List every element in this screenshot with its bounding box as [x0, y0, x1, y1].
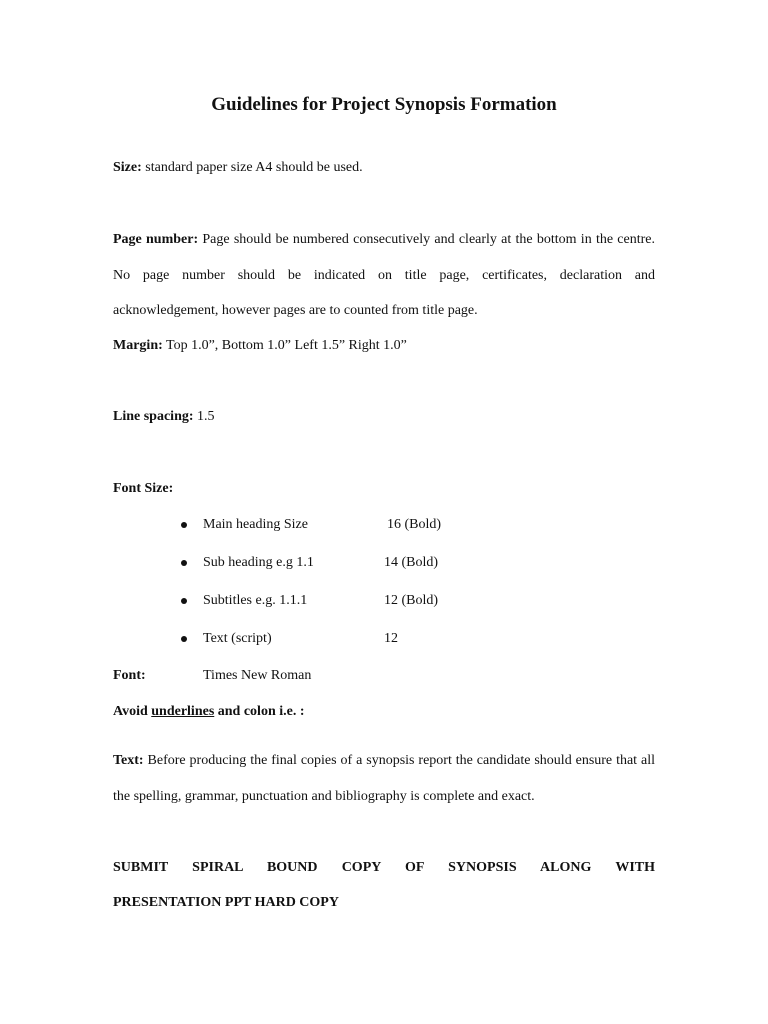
- page-number-text: Page should be numbered consecutively and clearly at the bottom in the centre. No page number should be indicated on title page, certificates, declaration and acknowledgement, however pages are to counted from title page.: [113, 232, 655, 318]
- font-size-item-label: Subtitles e.g. 1.1.1: [203, 593, 308, 608]
- page-number-section: [113, 222, 655, 329]
- avoid-suffix: and colon i.e. :: [214, 704, 305, 719]
- font-value: Times New Roman: [203, 668, 312, 683]
- font-label: Font:: [113, 668, 146, 683]
- page-number-label: Page number:: [113, 232, 199, 247]
- text-section: [113, 743, 655, 814]
- line-spacing-label: Line spacing:: [113, 409, 194, 424]
- page-title: Guidelines for Project Synopsis Formation: [211, 94, 557, 115]
- margin-label: Margin:: [113, 338, 163, 353]
- font-size-item-label: Text (script): [203, 631, 272, 646]
- avoid-section: [113, 702, 305, 722]
- line-spacing-text: 1.5: [193, 409, 215, 424]
- font-section: [113, 666, 146, 686]
- line-spacing-section: [113, 407, 215, 427]
- font-size-item-value: 12 (Bold): [384, 593, 439, 608]
- font-size-item-value: 16 (Bold): [387, 517, 442, 532]
- bullet-icon: [181, 636, 187, 642]
- bullet-icon: [181, 598, 187, 604]
- size-text: standard paper size A4 should be used.: [141, 160, 363, 175]
- size-label: Size:: [113, 160, 142, 175]
- text-body: Before producing the final copies of a synopsis report the candidate should ensure that all the spelling, grammar, punctuation and bibliography is complete and exact.: [113, 753, 655, 804]
- text-label: Text:: [113, 753, 144, 768]
- margin-section: [113, 336, 407, 356]
- submit-notice-line2: PRESENTATION PPT HARD COPY: [113, 895, 339, 910]
- font-size-item-value: 12: [384, 631, 398, 646]
- font-size-item-value: 14 (Bold): [384, 555, 439, 570]
- bullet-icon: [181, 560, 187, 566]
- avoid-prefix: Avoid: [113, 704, 152, 719]
- margin-text: Top 1.0”, Bottom 1.0” Left 1.5” Right 1.0”: [162, 338, 407, 353]
- font-size-item-label: Sub heading e.g 1.1: [203, 555, 314, 570]
- font-size-label: Font Size:: [113, 481, 174, 496]
- avoid-underlined-word: underlines: [151, 704, 215, 719]
- font-size-section: [113, 479, 173, 499]
- font-size-item-label: Main heading Size: [203, 517, 308, 532]
- size-section: [113, 158, 363, 178]
- submit-notice-line1: SUBMIT SPIRAL BOUND COPY OF SYNOPSIS ALONG WITH: [113, 860, 655, 875]
- bullet-icon: [181, 522, 187, 528]
